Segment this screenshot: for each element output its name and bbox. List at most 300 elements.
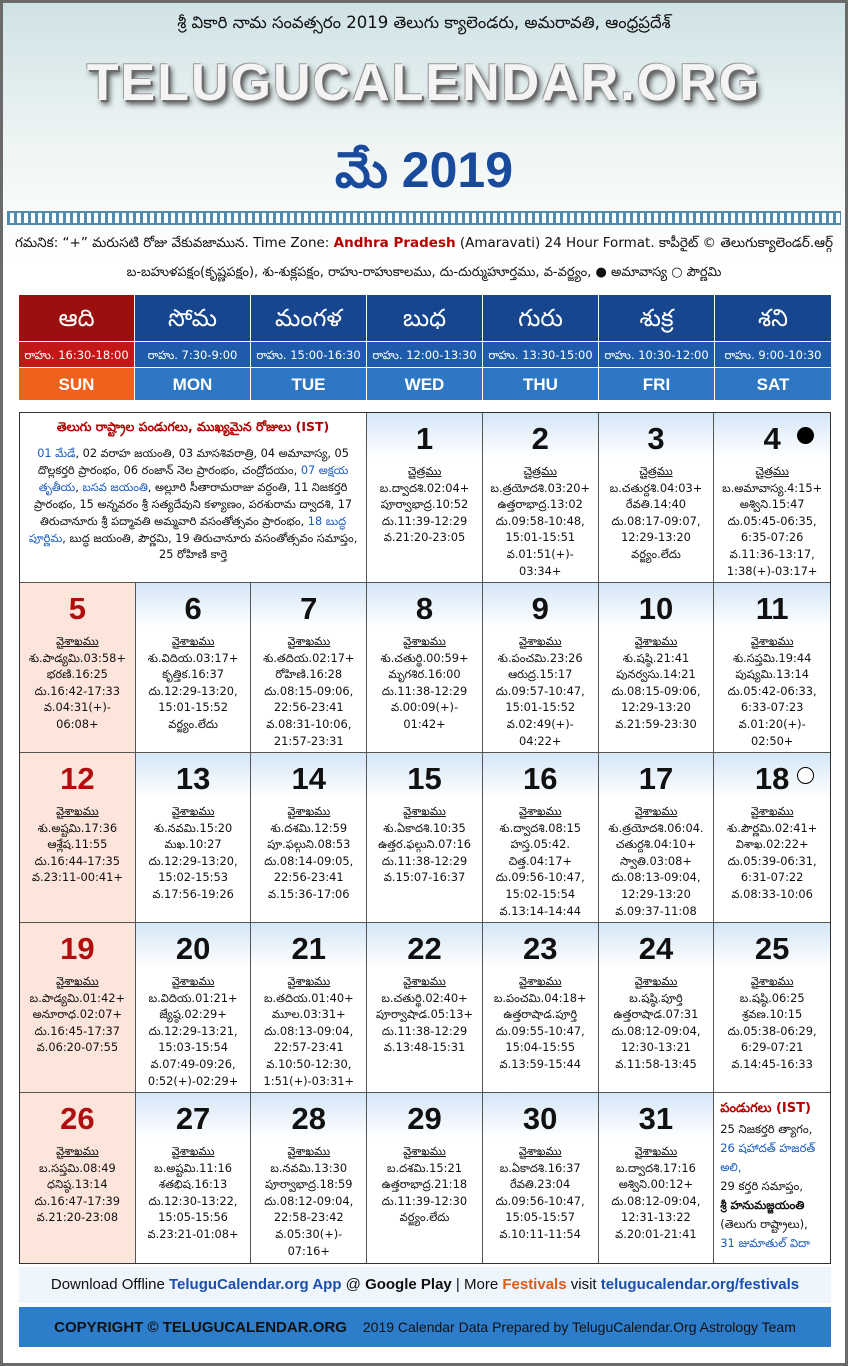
week-row — [20, 923, 830, 1093]
panchang-line: వ.10:50-12:30, — [266, 1056, 352, 1071]
day-cell[interactable] — [136, 1093, 252, 1263]
panchang-line: చిత్త.04:17+ — [508, 853, 573, 868]
copyright-label: COPYRIGHT © TELUGUCALENDAR.ORG — [54, 1319, 347, 1336]
panchang-details — [136, 973, 251, 1089]
day-cell[interactable] — [714, 413, 830, 582]
week-row — [20, 583, 830, 753]
festival-text: , 02 వరాహ జయంతి, 03 మాసశివరాత్రి, 04 అమావాస్య, 05 దొల్లకర్తరి ప్రారంభం, 06 రంజాన్ నెల ప్రారంభం, చంద్రోదయం, — [37, 447, 349, 477]
lunar-month: వైశాఖము — [55, 1144, 99, 1158]
day-cell[interactable] — [20, 923, 136, 1092]
festival-link[interactable]: 07 అక్షయ తృతీయ — [38, 463, 349, 494]
panchang-details — [367, 633, 482, 733]
panchang-line: 04:22+ — [519, 733, 562, 748]
panchang-line: బ.అష్టమి.11:16 — [154, 1160, 232, 1175]
panchang-line: 15:02-15:54 — [505, 886, 576, 901]
panchang-details — [599, 803, 714, 919]
panchang-details — [599, 1143, 714, 1243]
weekday-english-name: SUN — [19, 367, 134, 400]
panchang-line: దు.12:30-13:22, — [148, 1193, 238, 1208]
lunar-month: వైశాఖము — [634, 1144, 678, 1158]
day-number: 19 — [60, 931, 95, 966]
day-cell[interactable] — [136, 923, 252, 1092]
panchang-line: వర్జ్యం.లేదు — [399, 1210, 450, 1225]
week-row — [20, 413, 830, 583]
weekday-col-mon — [135, 295, 251, 400]
festival-link[interactable]: 01 మేడే — [37, 447, 76, 460]
panchang-line: దు.09:55-10:47, — [495, 1023, 585, 1038]
day-number: 9 — [531, 591, 549, 626]
day-number: 4 — [763, 421, 781, 456]
day-number: 1 — [415, 421, 434, 456]
panchang-line: బ.అమావాస్య.4:15+ — [722, 480, 823, 495]
weekday-telugu-name: గురు — [483, 295, 598, 341]
panchang-line: దు.11:39-12:30 — [381, 1193, 468, 1208]
festivals-link[interactable]: Festivals — [502, 1276, 567, 1293]
panchang-line: దు.08:15-09:06, — [611, 683, 701, 698]
panchang-line: 1:51(+)-03:31+ — [263, 1073, 355, 1088]
festival-item: (తెలుగు రాష్ట్రాలు), — [720, 1217, 808, 1231]
lunar-month: వైశాఖము — [171, 804, 215, 818]
panchang-line: వ.06:20-07:55 — [36, 1040, 119, 1055]
festival-link[interactable]: 18 బుద్ధ పూర్ణిమ — [28, 514, 347, 545]
panchang-line: 22:56-23:41 — [273, 870, 344, 885]
calendar-grid — [19, 295, 831, 1264]
panchang-details — [599, 463, 714, 563]
panchang-line: అనూరాధ.02:07+ — [32, 1007, 123, 1022]
panchang-line: దు.08:15-09:06, — [264, 683, 354, 698]
day-number: 10 — [638, 591, 674, 626]
day-number: 7 — [300, 591, 318, 626]
day-cell[interactable] — [20, 583, 136, 752]
panchang-line: 21:57-23:31 — [273, 733, 344, 748]
panchang-line: బ.చతుర్థి.02:40+ — [381, 990, 468, 1005]
panchang-line: ఆరుద్ర.15:17 — [508, 667, 573, 682]
panchang-line: దు.12:29-13:21, — [148, 1023, 238, 1038]
day-number: 12 — [60, 761, 95, 796]
panchang-line: దు.11:39-12:29 — [381, 513, 468, 528]
panchang-details — [136, 1143, 251, 1243]
panchang-line: శు.తదియ.02:17+ — [263, 650, 355, 665]
festival-link[interactable]: బసవ జయంతి — [82, 480, 148, 494]
rahukalam-time: రాహు. 10:30-12:00 — [599, 341, 714, 367]
day-cell[interactable] — [599, 753, 715, 922]
panchang-line: 15:02-15:53 — [158, 870, 228, 885]
festival-item: 29 కర్తరి సమాప్తం, — [720, 1179, 804, 1193]
day-number: 11 — [755, 591, 789, 626]
panchang-line: దు.05:39-06:31, — [727, 853, 817, 868]
festival-item[interactable]: 31 జుమాతుల్ విదా — [720, 1236, 811, 1250]
day-number: 22 — [407, 931, 442, 966]
panchang-line: దు.08:13-09:04, — [611, 870, 701, 885]
panchang-line: వ.21:59-23:30 — [615, 716, 697, 731]
panchang-details — [20, 633, 135, 733]
panchang-line: 6:33-07:23 — [740, 700, 804, 715]
samvat-heading: శ్రీ వికారి నామ సంవత్సరం 2019 తెలుగు క్యాలెండరు, అమరావతి, ఆంధ్రప్రదేశ్ — [177, 13, 671, 32]
ornament-divider — [7, 211, 841, 225]
weekday-col-tue — [251, 295, 367, 400]
panchang-line: వర్జ్యం.లేదు — [631, 546, 681, 561]
intro-heading: తెలుగు రాష్ట్రాల పండుగలు, ముఖ్యమైన రోజులు (IST) — [56, 419, 330, 434]
abbreviation-legend: బ-బహుళపక్షం(కృష్ణపక్షం), శు-శుక్లపక్షం, రాహు-రాహుకాలము, దు-దుర్ముహూర్తము, వ-వర్జ్యం, ● అమావాస్య ○ పౌర్ణమి — [126, 265, 722, 280]
panchang-line: వ.04:31(+)- — [43, 700, 111, 715]
rahukalam-time: రాహు. 13:30-15:00 — [483, 341, 598, 367]
lunar-month: వైశాఖము — [171, 1144, 215, 1158]
panchang-line: వ.00:09(+)- — [390, 700, 459, 715]
panchang-details — [136, 633, 251, 733]
day-number: 17 — [638, 761, 674, 796]
panchang-details — [483, 1143, 598, 1243]
panchang-line: దు.16:45-17:37 — [34, 1023, 121, 1038]
weekday-english-name: FRI — [599, 367, 714, 400]
lunar-month: వైశాఖము — [287, 634, 331, 648]
day-cell[interactable] — [251, 753, 367, 922]
rahukalam-time: రాహు. 15:00-16:30 — [251, 341, 366, 367]
panchang-line: హస్త.05:42. — [510, 837, 570, 852]
new-moon-icon — [797, 427, 814, 444]
panchang-line: బ.విదియ.01:21+ — [148, 990, 238, 1005]
rahukalam-time: రాహు. 16:30-18:00 — [19, 341, 134, 367]
lunar-month: వైశాఖము — [750, 634, 794, 648]
day-cell[interactable] — [251, 923, 367, 1092]
day-cell[interactable] — [599, 413, 715, 582]
lunar-month: చైత్రము — [755, 464, 789, 478]
panchang-line: వ.02:49(+)- — [506, 716, 574, 731]
panchang-details — [251, 633, 366, 749]
day-cell[interactable] — [599, 1093, 715, 1263]
panchang-details — [714, 633, 830, 749]
panchang-line: వ.11:36-13:17, — [729, 546, 815, 561]
lunar-month: వైశాఖము — [403, 974, 446, 988]
panchang-line: దు.11:38-12:29 — [381, 683, 468, 698]
panchang-line: బ.ద్వాదశి.17:16 — [615, 1160, 696, 1175]
day-number: 30 — [522, 1101, 558, 1136]
day-number: 18 — [754, 761, 790, 796]
panchang-line: శు.చతుర్థి.00:59+ — [380, 650, 469, 665]
festivals-box — [714, 1093, 830, 1263]
panchang-line: వ.01:51(+)- — [506, 546, 574, 561]
panchang-details — [251, 1143, 366, 1259]
festivals-url-link[interactable]: telugucalendar.org/festivals — [600, 1276, 800, 1293]
panchang-line: దు.08:14-09:05, — [264, 853, 354, 868]
panchang-line: పూర్వాషాడ.05:13+ — [376, 1007, 473, 1022]
panchang-line: దు.16:42-17:33 — [34, 683, 121, 698]
panchang-line: దు.12:29-13:20, — [148, 683, 238, 698]
panchang-line: దు.09:57-10:47, — [495, 683, 585, 698]
panchang-line: వ.08:31-10:06, — [266, 716, 352, 731]
panchang-line: చతుర్దశి.04:10+ — [615, 837, 697, 852]
day-number: 21 — [291, 931, 327, 966]
lunar-month: చైత్రము — [407, 464, 442, 478]
panchang-line: 22:56-23:41 — [273, 700, 344, 715]
day-number: 5 — [68, 591, 86, 626]
panchang-line: వ.15:07-16:37 — [383, 870, 466, 885]
panchang-line: వ.23:11-00:41+ — [31, 870, 123, 885]
panchang-details — [483, 973, 598, 1073]
panchang-line: దు.09:58-10:48, — [495, 513, 585, 528]
panchang-line: బ.నవమి.13:30 — [270, 1160, 348, 1175]
panchang-line: వ.11:58-13:45 — [615, 1056, 697, 1071]
lunar-month: వైశాఖము — [287, 974, 331, 988]
weekday-english-name: THU — [483, 367, 598, 400]
panchang-details — [599, 633, 714, 733]
lunar-month: వైశాఖము — [403, 804, 446, 818]
lunar-month: వైశాఖము — [750, 974, 794, 988]
panchang-line: 12:29-13:20 — [621, 886, 691, 901]
panchang-line: 15:03-15:54 — [158, 1040, 228, 1055]
panchang-line: శు.త్రయోదశి.06:04. — [608, 820, 704, 835]
festivals-intro-box — [20, 413, 367, 582]
day-cell[interactable] — [483, 1093, 599, 1263]
panchang-line: శు.పౌర్ణమి.02:41+ — [727, 820, 818, 835]
panchang-line: దు.08:17-09:07, — [611, 513, 701, 528]
google-play-link[interactable]: Google Play — [365, 1276, 452, 1293]
panchang-line: 15:04-15:55 — [505, 1040, 576, 1055]
weekday-telugu-name: ఆది — [19, 295, 134, 341]
panchang-line: పూర్వాభాద్ర.18:59 — [265, 1177, 353, 1192]
panchang-line: శ్రవణ.10:15 — [742, 1007, 803, 1022]
panchang-line: బ.చతుర్దశి.04:03+ — [609, 480, 703, 495]
panchang-line: వ.05:30(+)- — [275, 1226, 343, 1241]
lunar-month: చైత్రము — [639, 464, 673, 478]
panchang-line: దు.11:38-12:29 — [381, 1023, 468, 1038]
panchang-line: రేవతి.14:40 — [625, 497, 687, 512]
day-number: 20 — [175, 931, 211, 966]
panchang-line: వ.21:20-23:08 — [36, 1210, 119, 1225]
panchang-line: 12:29-13:20 — [621, 700, 691, 715]
panchang-line: వ.20:01-21:41 — [615, 1226, 697, 1241]
panchang-line: 6:29-07:21 — [740, 1040, 804, 1055]
panchang-details — [483, 633, 598, 749]
day-cell[interactable] — [367, 583, 483, 752]
festival-item[interactable]: 26 షహాదత్ హజరత్ అలి, — [720, 1141, 816, 1174]
day-cell[interactable] — [251, 1093, 367, 1263]
day-number: 23 — [522, 931, 558, 966]
day-number: 29 — [407, 1101, 442, 1136]
panchang-line: బ.షష్ఠి.06:25 — [739, 990, 805, 1005]
panchang-line: ఉత్తరాషాడ.07:31 — [613, 1007, 699, 1022]
panchang-line: 12:31-13:22 — [620, 1210, 691, 1225]
panchang-line: అశ్విని.15:47 — [739, 497, 805, 512]
panchang-details — [367, 1143, 482, 1226]
weekday-english-name: TUE — [251, 367, 366, 400]
panchang-line: వర్జ్యం.లేదు — [168, 716, 218, 731]
day-cell[interactable] — [483, 583, 599, 752]
panchang-details — [714, 803, 830, 903]
panchang-line: 6:31-07:22 — [740, 870, 804, 885]
panchang-line: ఉత్తరాభాద్ర.13:02 — [497, 497, 583, 512]
full-moon-icon — [797, 767, 814, 784]
panchang-line: వ.15:36-17:06 — [268, 886, 350, 901]
weekday-english-name: MON — [135, 367, 250, 400]
panchang-line: అశ్విని.00:12+ — [618, 1177, 694, 1192]
lunar-month: వైశాఖము — [518, 1144, 562, 1158]
panchang-line: దు.08:13-09:04, — [264, 1023, 354, 1038]
day-cell[interactable] — [714, 583, 830, 752]
panchang-line: వ.09:37-11:08 — [615, 903, 697, 918]
lunar-month: వైశాఖము — [55, 804, 99, 818]
panchang-line: శు.నవమి.15:20 — [153, 820, 233, 835]
lunar-month: వైశాఖము — [518, 804, 562, 818]
day-cell[interactable] — [714, 753, 830, 922]
panchang-line: ఉత్తర.ఫల్గుని.07:16 — [378, 837, 471, 852]
panchang-line: పూ.ఫల్గుని.08:53 — [267, 837, 351, 852]
weekday-col-sat — [715, 295, 831, 400]
panchang-line: వ.14:45-16:33 — [731, 1056, 813, 1071]
panchang-line: పూర్వాభాద్ర.10:52 — [380, 497, 469, 512]
panchang-line: దు.09:56-10:47, — [495, 870, 585, 885]
day-number: 2 — [531, 421, 549, 456]
day-cell[interactable] — [367, 413, 483, 582]
weekday-telugu-name: శుక్ర — [599, 295, 714, 341]
month-title: మే 2019 — [334, 142, 514, 198]
day-cell[interactable] — [251, 583, 367, 752]
weekday-english-name: SAT — [715, 367, 831, 400]
panchang-line: మూల.03:31+ — [271, 1007, 346, 1022]
panchang-line: బ.తదియ.01:40+ — [263, 990, 354, 1005]
panchang-line: 12:30-13:21 — [621, 1040, 691, 1055]
festival-text: , — [75, 480, 83, 494]
panchang-line: దు.09:56-10:47, — [495, 1193, 585, 1208]
rahukalam-time: రాహు. 12:00-13:30 — [367, 341, 482, 367]
weekday-col-wed — [367, 295, 483, 400]
panchang-line: భరణి.16:25 — [46, 667, 108, 682]
day-number: 6 — [184, 591, 202, 626]
lunar-month: వైశాఖము — [403, 1144, 446, 1158]
weekday-telugu-name: బుధ — [367, 295, 482, 341]
panchang-line: జ్యేష్ఠ.02:29+ — [159, 1007, 227, 1022]
lunar-month: వైశాఖము — [287, 1144, 331, 1158]
panchang-line: బ.త్రయోదశి.03:20+ — [490, 480, 591, 495]
panchang-line: దు.12:29-13:20, — [148, 853, 238, 868]
day-number: 16 — [522, 761, 558, 796]
panchang-line: 22:58-23:42 — [273, 1210, 344, 1225]
lunar-month: వైశాఖము — [171, 634, 215, 648]
panchang-line: 01:42+ — [403, 716, 446, 731]
panchang-line: దు.11:38-12:29 — [381, 853, 468, 868]
panchang-line: దు.16:44-17:35 — [34, 853, 121, 868]
panchang-details — [483, 463, 598, 579]
panchang-line: ఉత్తరాభాద్ర.21:18 — [381, 1177, 468, 1192]
day-cell[interactable] — [136, 583, 252, 752]
panchang-line: 22:57-23:41 — [273, 1040, 344, 1055]
lunar-month: చైత్రము — [523, 464, 557, 478]
weekday-header — [19, 295, 831, 400]
weekday-telugu-name: శని — [715, 295, 831, 341]
panchang-line: బ.ద్వాదశి.02:04+ — [379, 480, 470, 495]
panchang-line: 15:05-15:56 — [158, 1210, 228, 1225]
panchang-line: వ.23:21-01:08+ — [147, 1226, 239, 1241]
panchang-details — [367, 803, 482, 886]
day-cell[interactable] — [483, 753, 599, 922]
panchang-line: వ.07:49-09:26, — [150, 1056, 236, 1071]
panchang-line: ఆశ్లేష.11:55 — [47, 837, 108, 852]
week-row — [20, 753, 830, 923]
day-cell[interactable] — [367, 1093, 483, 1263]
day-number: 27 — [175, 1101, 211, 1136]
lunar-month: వైశాఖము — [55, 974, 99, 988]
panchang-line: కృత్తిక.16:37 — [162, 667, 224, 682]
panchang-line: శు.సప్తమి.19:44 — [732, 650, 812, 665]
rahukalam-time: రాహు. 9:00-10:30 — [715, 341, 831, 367]
day-cell[interactable] — [483, 923, 599, 1092]
day-cell[interactable] — [599, 923, 715, 1092]
panchang-details — [367, 463, 482, 546]
lunar-month: వైశాఖము — [403, 634, 446, 648]
site-logo[interactable]: TELUGUCALENDAR.ORG — [86, 54, 762, 112]
panchang-line: వ.21:20-23:05 — [383, 530, 466, 545]
weekday-telugu-name: మంగళ — [251, 295, 366, 341]
panchang-line: వ.13:14-14:44 — [499, 903, 581, 918]
panchang-details — [20, 803, 135, 886]
panchang-line: 15:01-15:51 — [505, 530, 576, 545]
day-number: 26 — [60, 1101, 95, 1136]
panchang-line: దు.05:42-06:33, — [727, 683, 817, 698]
panchang-line: వ.13:59-15:44 — [499, 1056, 581, 1071]
day-cell[interactable] — [599, 583, 715, 752]
day-number: 24 — [638, 931, 674, 966]
day-cell[interactable] — [20, 1093, 136, 1263]
day-number: 25 — [754, 931, 790, 966]
panchang-line: బ.సప్తమి.08:49 — [38, 1160, 116, 1175]
panchang-line: 15:01-15:52 — [158, 700, 228, 715]
panchang-details — [136, 803, 251, 903]
day-cell[interactable] — [20, 753, 136, 922]
panchang-line: పుష్యమి.13:14 — [735, 667, 809, 682]
festival-item: శ్రీ హనుమజ్జయంతి — [720, 1198, 805, 1212]
panchang-line: బ.పాడ్యమి.01:42+ — [29, 990, 126, 1005]
festival-item: 25 నిజకర్తరి త్యాగం, — [720, 1122, 813, 1136]
panchang-line: దు.08:12-09:04, — [611, 1193, 701, 1208]
panchang-details — [367, 973, 482, 1056]
festivals-heading: పండుగలు (IST) — [720, 1101, 811, 1116]
panchang-line: 02:50+ — [750, 733, 794, 748]
day-cell[interactable] — [483, 413, 599, 582]
panchang-line: బ.ఏకాదశి.16:37 — [499, 1160, 581, 1175]
weekday-telugu-name: సోమ — [135, 295, 250, 341]
weekday-col-thu — [483, 295, 599, 400]
download-banner: Download Offline TeluguCalendar.org App @ Google Play | More Festivals visit telugucalendar.org/festivals — [19, 1267, 831, 1303]
weekday-col-fri — [599, 295, 715, 400]
lunar-month: వైశాఖము — [171, 974, 215, 988]
panchang-line: వ.08:33-10:06 — [731, 886, 813, 901]
panchang-line: వ.01:20(+)- — [738, 716, 806, 731]
panchang-details — [714, 973, 830, 1073]
festival-text: , బుద్ధ జయంతి, పౌర్ణమి, 19 తిరుచానూరు వసంతోత్సవం సమాప్తం, 25 రోహిణి కార్తె — [62, 531, 358, 562]
lunar-month: వైశాఖము — [634, 634, 678, 648]
panchang-line: మఖ.10:27 — [164, 837, 222, 852]
panchang-line: దు.08:12-09:04, — [264, 1193, 354, 1208]
lunar-month: వైశాఖము — [750, 804, 794, 818]
panchang-line: శు.అష్టమి.17:36 — [37, 820, 118, 835]
panchang-line: 15:01-15:52 — [505, 700, 576, 715]
panchang-line: 12:29-13:20 — [621, 530, 691, 545]
panchang-line: 1:38(+)-03:17+ — [726, 563, 818, 578]
panchang-line: దు.05:45-06:35, — [727, 513, 817, 528]
panchang-line: 15:05-15:57 — [505, 1210, 576, 1225]
day-cell[interactable] — [714, 923, 830, 1092]
day-cell[interactable] — [367, 923, 483, 1092]
panchang-line: పునర్వసు.14:21 — [616, 667, 696, 682]
panchang-line: ఉత్తరాషాడ.పూర్తి — [503, 1007, 578, 1022]
app-link[interactable]: TeluguCalendar.org App — [168, 1276, 342, 1293]
panchang-line: శు.విదియ.03:17+ — [147, 650, 239, 665]
day-cell[interactable] — [136, 753, 252, 922]
panchang-line: వ.13:48-15:31 — [383, 1040, 466, 1055]
day-cell[interactable] — [367, 753, 483, 922]
panchang-line: శు.షష్ఠి.21:41 — [622, 650, 690, 665]
lunar-month: వైశాఖము — [634, 804, 678, 818]
panchang-line: బ.షష్ఠి.పూర్తి — [629, 990, 683, 1005]
